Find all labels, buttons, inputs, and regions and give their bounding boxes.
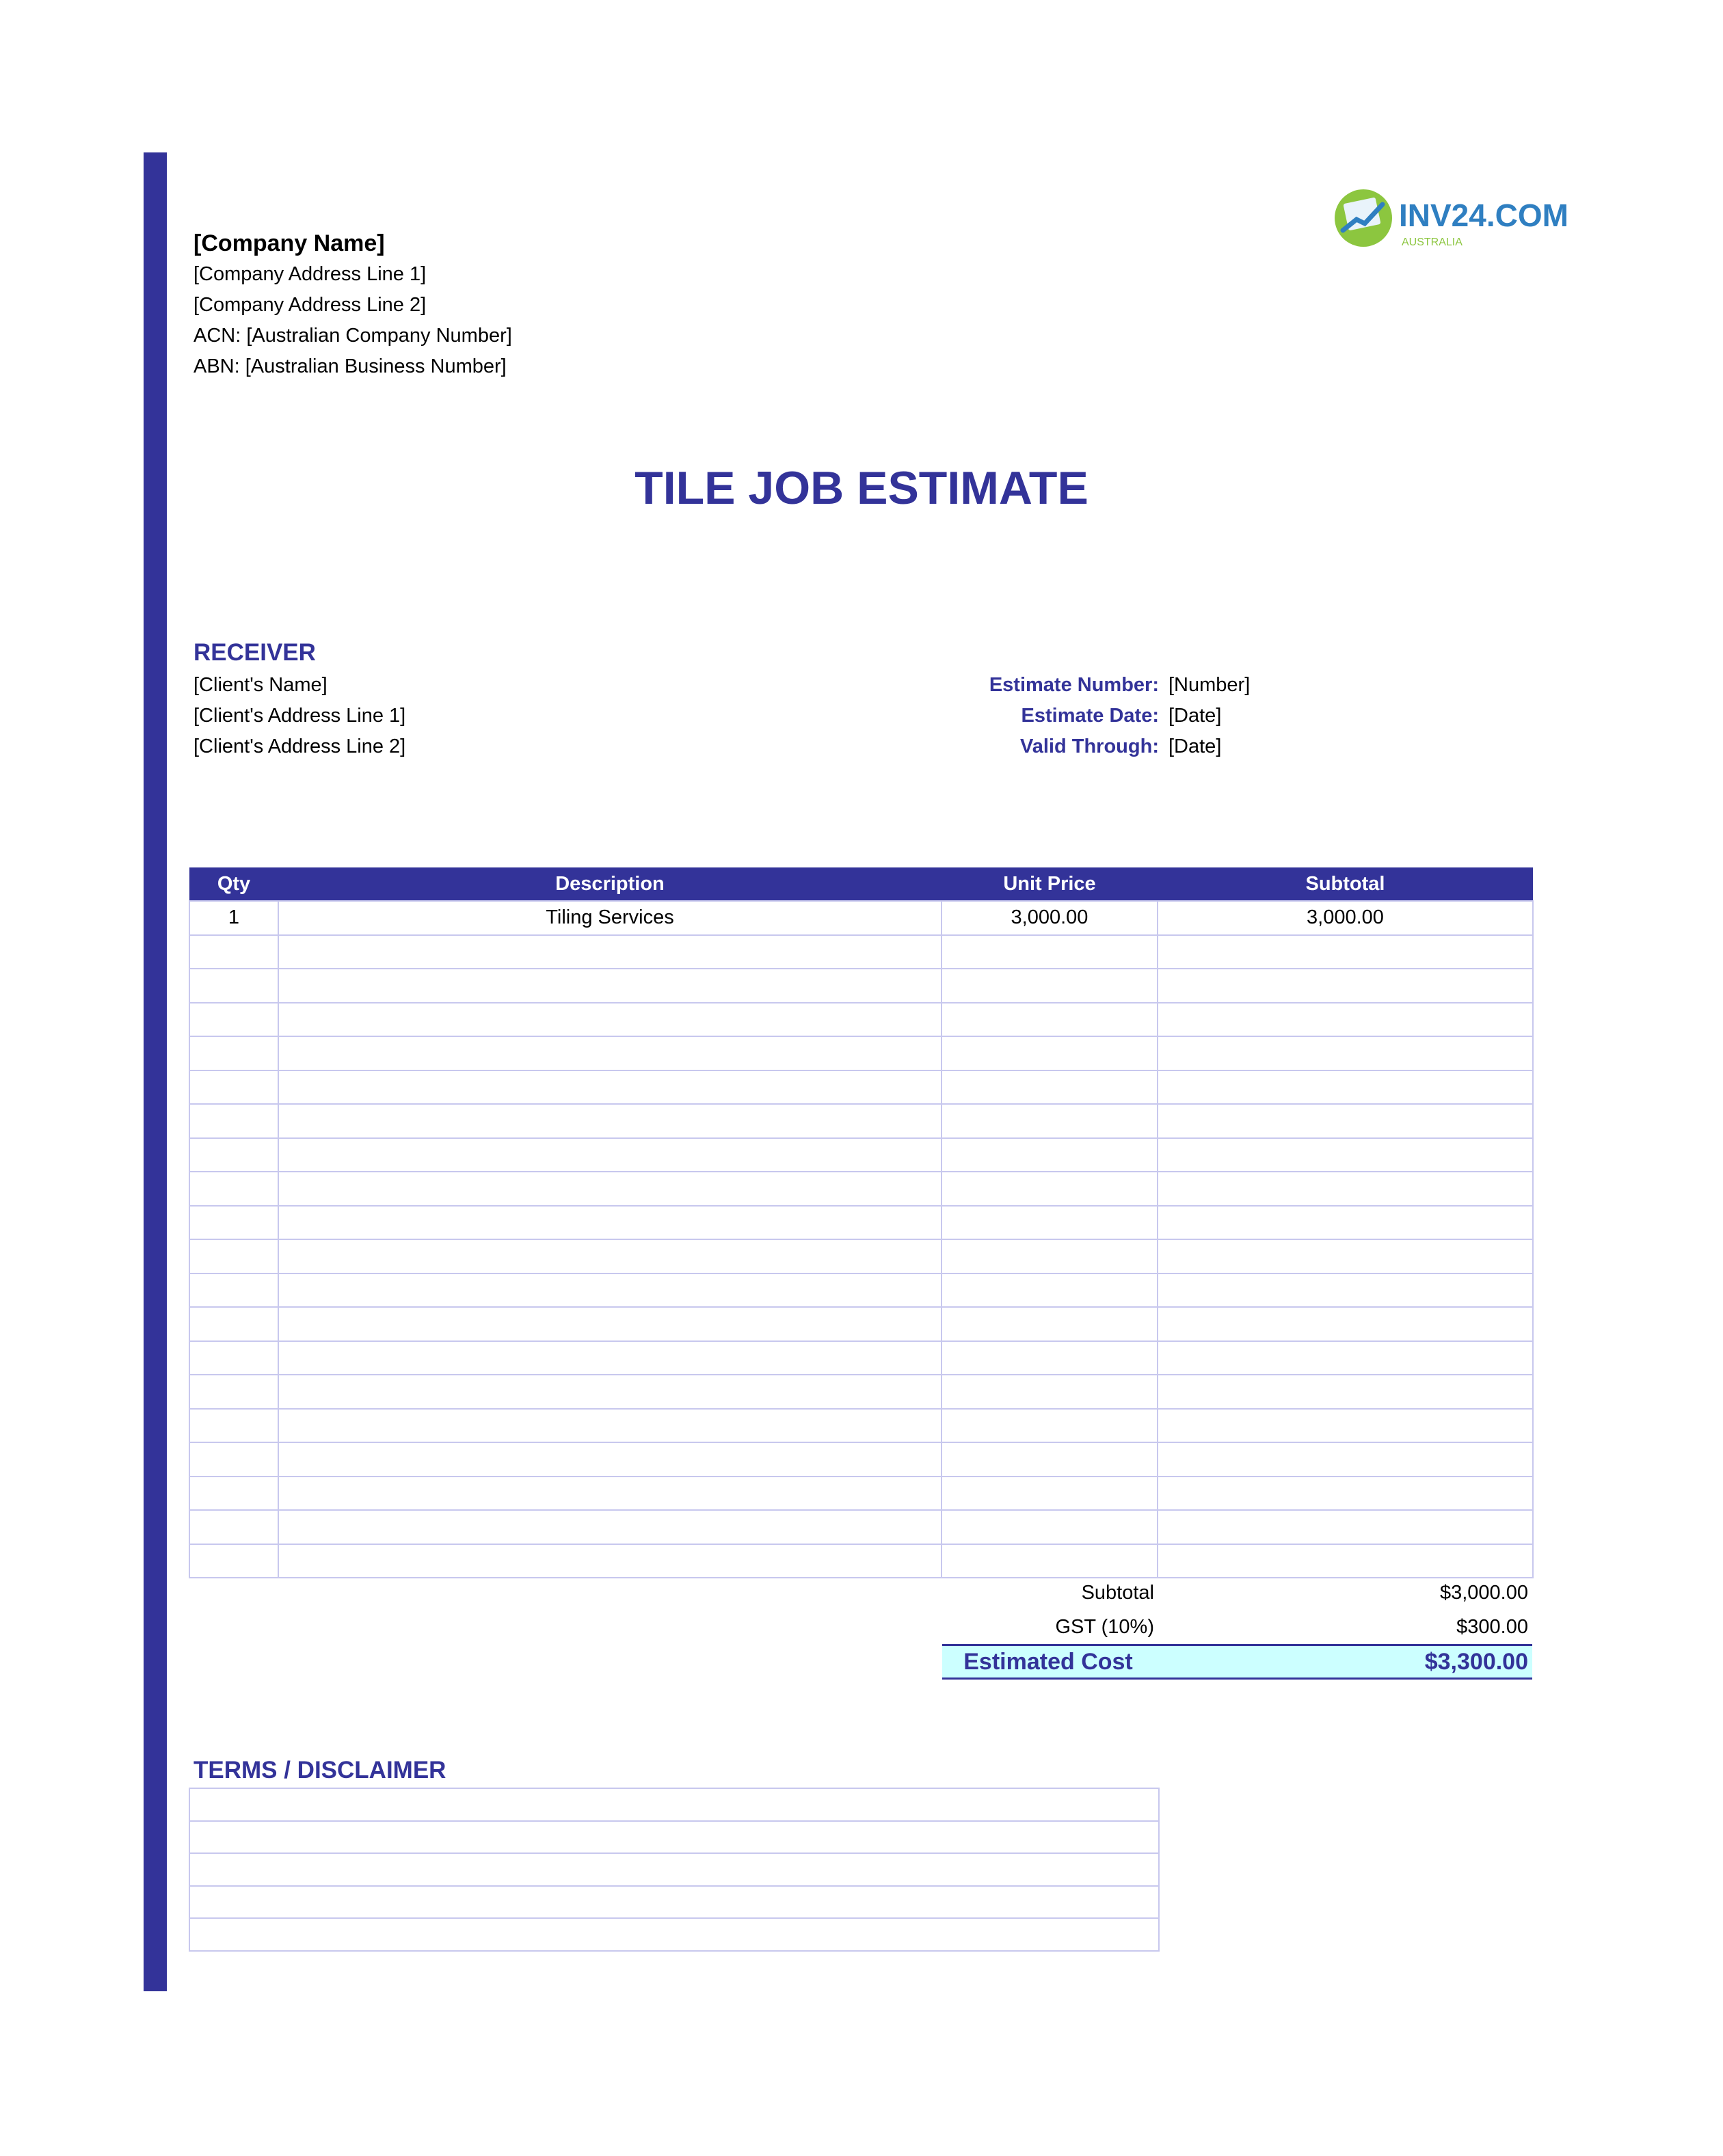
table-row: [189, 1036, 1533, 1070]
cell-subtotal: [1158, 1070, 1533, 1105]
cell-qty: [189, 935, 278, 969]
table-row: [189, 1510, 1533, 1544]
cell-unit-price: [941, 1477, 1158, 1511]
cell-qty: [189, 1274, 278, 1308]
cell-unit-price: [941, 1341, 1158, 1375]
cell-subtotal: [1158, 1442, 1533, 1477]
cell-description: [278, 1206, 941, 1240]
cell-description: [278, 1409, 941, 1443]
meta-row-estimate-number: [889, 670, 1299, 701]
terms-body: [189, 1788, 1159, 1951]
table-row: [189, 901, 1533, 935]
cell-description: [278, 1341, 941, 1375]
cell-description: [278, 1274, 941, 1308]
table-row: [189, 1070, 1533, 1105]
cell-description: [278, 1510, 941, 1544]
cell-description: [278, 1138, 941, 1172]
cell-qty: 1: [189, 901, 278, 935]
cell-subtotal: [1158, 1239, 1533, 1274]
cell-description: [278, 1307, 941, 1341]
cell-subtotal: [1158, 1477, 1533, 1511]
meta-value: [Date]: [1168, 736, 1222, 757]
cell-subtotal: 3,000.00: [1158, 901, 1533, 935]
table-row: [189, 935, 1533, 969]
cell-unit-price: [941, 1442, 1158, 1477]
cell-subtotal: [1158, 1341, 1533, 1375]
cell-qty: [189, 1036, 278, 1070]
client-address-line-1: [Client's Address Line 1]: [193, 705, 406, 727]
column-header-subtotal: Subtotal: [1158, 867, 1533, 901]
cell-unit-price: [941, 1375, 1158, 1409]
cell-qty: [189, 1138, 278, 1172]
cell-description: [278, 1003, 941, 1037]
table-row: [189, 1544, 1533, 1578]
cell-subtotal: [1158, 1307, 1533, 1341]
line-items-table: [189, 867, 1534, 1578]
receiver-heading: RECEIVER: [193, 639, 316, 666]
table-row: [189, 1341, 1533, 1375]
cell-description: [278, 1239, 941, 1274]
logo-subtext: AUSTRALIA: [1402, 237, 1462, 248]
table-row: [189, 1172, 1533, 1206]
totals-block: [942, 1576, 1532, 1680]
terms-line: [189, 1853, 1159, 1886]
cell-qty: [189, 1206, 278, 1240]
cell-qty: [189, 1172, 278, 1206]
cell-subtotal: [1158, 1274, 1533, 1308]
cell-qty: [189, 1003, 278, 1037]
company-logo: [1333, 188, 1568, 256]
table-header-row: [189, 867, 1533, 901]
cell-unit-price: [941, 1307, 1158, 1341]
document-title: TILE JOB ESTIMATE: [635, 462, 1088, 514]
gst-value: $300.00: [1456, 1615, 1528, 1638]
terms-heading: TERMS / DISCLAIMER: [193, 1757, 446, 1783]
cell-unit-price: [941, 1409, 1158, 1443]
cell-description: [278, 969, 941, 1003]
cell-subtotal: [1158, 1510, 1533, 1544]
cell-description: [278, 1172, 941, 1206]
cell-qty: [189, 1239, 278, 1274]
meta-value: [Date]: [1168, 705, 1222, 727]
table-body: [189, 901, 1533, 1578]
subtotal-value: $3,000.00: [1439, 1581, 1528, 1604]
cell-qty: [189, 1544, 278, 1578]
cell-qty: [189, 1477, 278, 1511]
cell-unit-price: [941, 1003, 1158, 1037]
table-row: [189, 969, 1533, 1003]
cell-unit-price: [941, 1070, 1158, 1105]
cell-qty: [189, 1070, 278, 1105]
cell-qty: [189, 1307, 278, 1341]
table-row: [189, 1442, 1533, 1477]
cell-description: [278, 1104, 941, 1138]
cell-unit-price: [941, 1239, 1158, 1274]
table-row: [189, 1104, 1533, 1138]
meta-row-valid-through: [889, 731, 1299, 762]
cell-subtotal: [1158, 1036, 1533, 1070]
cell-subtotal: [1158, 1206, 1533, 1240]
meta-row-estimate-date: [889, 701, 1299, 731]
cell-description: [278, 1036, 941, 1070]
cell-subtotal: [1158, 1003, 1533, 1037]
company-block: [193, 228, 512, 382]
cell-unit-price: [941, 1274, 1158, 1308]
meta-label: Estimate Number:: [989, 674, 1159, 696]
terms-row: [189, 1821, 1159, 1854]
terms-table: [189, 1788, 1160, 1952]
meta-label: Estimate Date:: [1021, 705, 1159, 727]
terms-line: [189, 1918, 1159, 1951]
cell-description: [278, 1375, 941, 1409]
gst-label: GST (10%): [1055, 1615, 1154, 1638]
company-abn: ABN: [Australian Business Number]: [193, 355, 507, 377]
cell-unit-price: 3,000.00: [941, 901, 1158, 935]
receiver-block: [193, 670, 405, 762]
cell-description: [278, 1544, 941, 1578]
terms-line: [189, 1788, 1159, 1821]
company-acn: ACN: [Australian Company Number]: [193, 325, 512, 347]
cell-unit-price: [941, 1544, 1158, 1578]
terms-row: [189, 1918, 1159, 1951]
cell-description: [278, 935, 941, 969]
cell-subtotal: [1158, 1409, 1533, 1443]
table-row: [189, 1003, 1533, 1037]
table-row: [189, 1375, 1533, 1409]
cell-unit-price: [941, 1104, 1158, 1138]
cell-qty: [189, 1510, 278, 1544]
terms-line: [189, 1821, 1159, 1854]
cell-qty: [189, 1442, 278, 1477]
client-name: [Client's Name]: [193, 674, 328, 696]
estimated-cost-row: [942, 1644, 1532, 1680]
cell-unit-price: [941, 1172, 1158, 1206]
meta-value: [Number]: [1168, 674, 1251, 696]
cell-unit-price: [941, 1206, 1158, 1240]
cell-subtotal: [1158, 1172, 1533, 1206]
cell-description: Tiling Services: [278, 901, 941, 935]
estimated-cost-label: Estimated Cost: [963, 1648, 1133, 1675]
cell-subtotal: [1158, 935, 1533, 969]
estimated-cost-value: $3,300.00: [1424, 1648, 1528, 1675]
meta-label: Valid Through:: [1020, 736, 1159, 757]
column-header-unit-price: Unit Price: [941, 867, 1158, 901]
terms-row: [189, 1853, 1159, 1886]
cell-description: [278, 1477, 941, 1511]
cell-qty: [189, 1341, 278, 1375]
table-row: [189, 1206, 1533, 1240]
terms-row: [189, 1886, 1159, 1919]
table-row: [189, 1274, 1533, 1308]
cell-subtotal: [1158, 1544, 1533, 1578]
cell-unit-price: [941, 969, 1158, 1003]
accent-sidebar-bar: [144, 152, 167, 1991]
company-address-line-1: [Company Address Line 1]: [193, 263, 427, 285]
table-row: [189, 1409, 1533, 1443]
cell-description: [278, 1442, 941, 1477]
cell-unit-price: [941, 1138, 1158, 1172]
cell-description: [278, 1070, 941, 1105]
cell-subtotal: [1158, 1375, 1533, 1409]
table-row: [189, 1307, 1533, 1341]
subtotal-label: Subtotal: [1081, 1581, 1154, 1604]
company-name: [Company Name]: [193, 230, 385, 256]
logo-text: INV24.COM: [1399, 198, 1568, 233]
terms-row: [189, 1788, 1159, 1821]
cell-qty: [189, 969, 278, 1003]
cell-subtotal: [1158, 1104, 1533, 1138]
cell-subtotal: [1158, 1138, 1533, 1172]
cell-unit-price: [941, 1510, 1158, 1544]
table-row: [189, 1239, 1533, 1274]
subtotal-row: [942, 1576, 1532, 1610]
cell-unit-price: [941, 935, 1158, 969]
estimate-meta: [889, 670, 1299, 762]
terms-line: [189, 1886, 1159, 1919]
table-row: [189, 1138, 1533, 1172]
company-address-line-2: [Company Address Line 2]: [193, 294, 427, 316]
column-header-description: Description: [278, 867, 941, 901]
cell-qty: [189, 1375, 278, 1409]
column-header-qty: Qty: [189, 867, 278, 901]
cell-unit-price: [941, 1036, 1158, 1070]
cell-subtotal: [1158, 969, 1533, 1003]
gst-row: [942, 1610, 1532, 1644]
table-row: [189, 1477, 1533, 1511]
client-address-line-2: [Client's Address Line 2]: [193, 736, 406, 757]
cell-qty: [189, 1104, 278, 1138]
cell-qty: [189, 1409, 278, 1443]
